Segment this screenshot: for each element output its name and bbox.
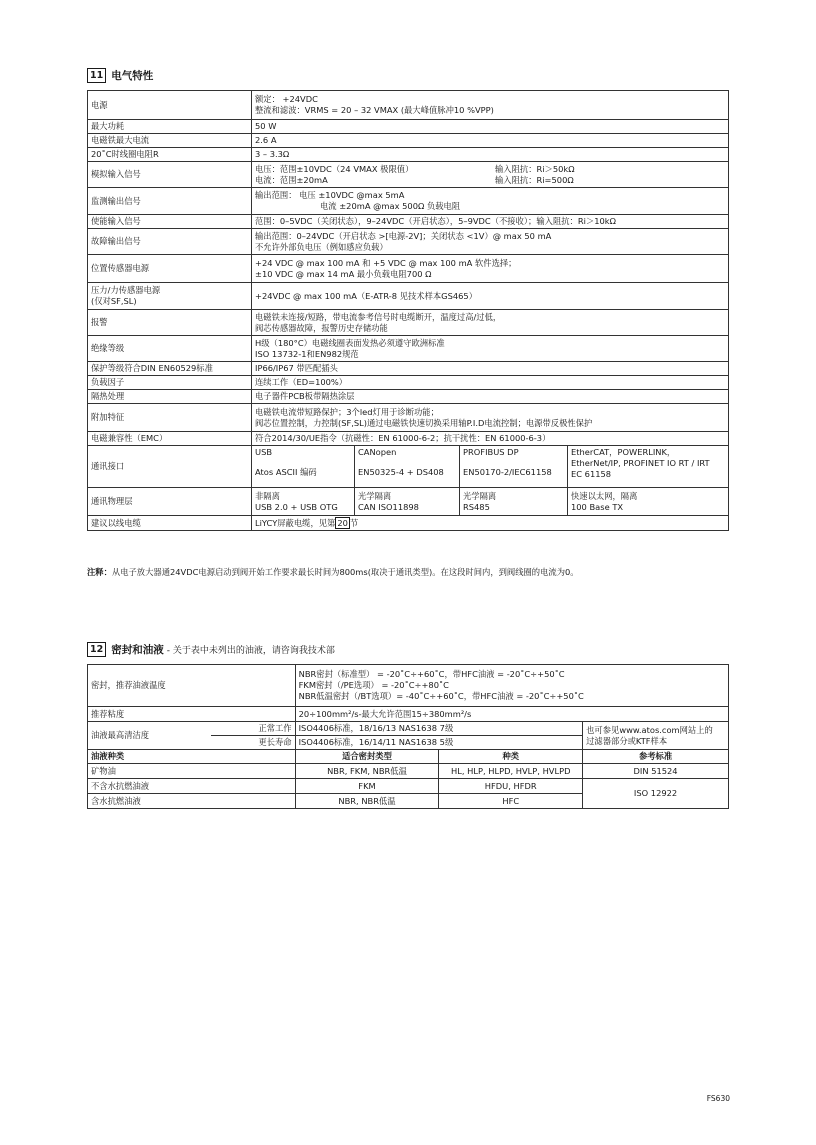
value-line: 光学隔离 bbox=[463, 490, 497, 501]
section-11-heading bbox=[87, 68, 153, 83]
phys-cell-rs485 bbox=[460, 488, 568, 516]
table-row bbox=[88, 188, 729, 215]
page-number: FS630 bbox=[706, 1094, 730, 1103]
value-line: 非隔离 bbox=[255, 490, 280, 501]
row-label: 推荐粘度 bbox=[88, 707, 296, 722]
value-line: NBR低温密封（/BT选项）= -40˚C÷+60˚C，带HFC油液 = -20˚C÷+50˚C bbox=[298, 691, 584, 701]
row-value: 20÷100mm²/s-最大允许范围15÷380mm²/s bbox=[295, 707, 728, 722]
value-line: 快速以太网，隔离 bbox=[571, 490, 638, 501]
value-line: EN50170-2/IEC61158 bbox=[463, 467, 552, 477]
table-row bbox=[88, 120, 729, 134]
value-line: PROFIBUS DP bbox=[463, 447, 519, 457]
fluid-type: 含水抗燃油液 bbox=[88, 794, 296, 809]
row-value bbox=[252, 404, 729, 432]
section-number: 12 bbox=[87, 642, 106, 657]
fluid-class: HFC bbox=[439, 794, 583, 809]
electrical-characteristics-table bbox=[87, 90, 729, 531]
fluid-class: HFDU, HFDR bbox=[439, 779, 583, 794]
row-value: 范围：0–5VDC（关闭状态），9–24VDC（开启状态），5–9VDC（不接收）；输入阻抗：Ri＞10kΩ bbox=[252, 215, 729, 229]
value-line: +24 VDC @ max 100 mA 和 +5 VDC @ max 100 mA 软件选择； bbox=[255, 257, 517, 268]
section-title: 密封和油液 bbox=[111, 644, 164, 656]
cable-suffix: 节 bbox=[349, 518, 359, 528]
value-line: H级（180°C）电磁线圈表面发热必须遵守欧洲标准 bbox=[255, 337, 445, 348]
value-line: EC 61158 bbox=[571, 469, 612, 479]
value-line: 电磁铁电流带短路保护；3个led灯用于诊断功能； bbox=[255, 406, 439, 417]
fluid-type: 矿物油 bbox=[88, 764, 296, 779]
section-reference-link[interactable]: 20 bbox=[337, 518, 348, 528]
row-label bbox=[88, 283, 252, 310]
comm-cell-profibus bbox=[460, 446, 568, 488]
row-value: 3 – 3.3Ω bbox=[252, 148, 729, 162]
row-value: ISO4406标准，16/14/11 NAS1638 5级 bbox=[295, 736, 583, 750]
table-row bbox=[88, 162, 729, 188]
table-row bbox=[88, 255, 729, 283]
table-row bbox=[88, 310, 729, 336]
table-row bbox=[88, 404, 729, 432]
row-label: 电源 bbox=[88, 91, 252, 120]
table-row bbox=[88, 134, 729, 148]
value-line: Atos ASCII 编码 bbox=[255, 467, 317, 477]
phys-cell-can bbox=[355, 488, 460, 516]
row-value: 50 W bbox=[252, 120, 729, 134]
value-line: 也可参见www.atos.com网站上的 bbox=[586, 724, 713, 735]
row-label: 最大功耗 bbox=[88, 120, 252, 134]
table-row bbox=[88, 390, 729, 404]
row-value: +24VDC @ max 100 mA（E-ATR-8 见技术样本GS465） bbox=[252, 283, 729, 310]
label-line: (仅对SF,SL) bbox=[91, 296, 137, 306]
value-line: 输入阻抗：Ri＞50kΩ bbox=[495, 163, 575, 174]
table-row bbox=[88, 722, 729, 736]
note-label: 注释： bbox=[87, 567, 112, 577]
table-row bbox=[88, 229, 729, 255]
table-row bbox=[88, 432, 729, 446]
value-line: 阀芯传感器故障，报警历史存储功能 bbox=[255, 322, 388, 333]
row-label: 建议以线电缆 bbox=[88, 516, 252, 531]
row-value bbox=[252, 255, 729, 283]
seals-fluids-table bbox=[87, 664, 729, 809]
column-header: 参考标准 bbox=[583, 750, 729, 764]
table-row bbox=[88, 283, 729, 310]
table-row bbox=[88, 779, 729, 794]
fluid-class: HL, HLP, HLPD, HVLP, HVLPD bbox=[439, 764, 583, 779]
row-label: 保护等级符合DIN EN60529标准 bbox=[88, 362, 252, 376]
row-label: 绝缘等级 bbox=[88, 336, 252, 362]
seal-type: NBR, FKM, NBR低温 bbox=[295, 764, 439, 779]
value-line: 过滤器部分或KTF样本 bbox=[586, 735, 668, 746]
reference-standard: DIN 51524 bbox=[583, 764, 729, 779]
row-value bbox=[252, 229, 729, 255]
section-title: 电气特性 bbox=[111, 70, 154, 82]
row-label: 附加特征 bbox=[88, 404, 252, 432]
value-line: EN50325-4 + DS408 bbox=[358, 467, 444, 477]
comm-cell-ethernet bbox=[568, 446, 729, 488]
column-header: 油液种类 bbox=[88, 750, 296, 764]
row-value: 2.6 A bbox=[252, 134, 729, 148]
value-line: NBR密封（标准型） = -20˚C÷+60˚C，带HFC油液 = -20˚C÷+50˚C bbox=[298, 669, 565, 679]
row-label: 电磁兼容性（EMC） bbox=[88, 432, 252, 446]
row-value: 连续工作（ED=100%） bbox=[252, 376, 729, 390]
value-line: 电压：范围±10VDC（24 VMAX 极限值） bbox=[255, 163, 414, 174]
comm-cell-usb bbox=[252, 446, 355, 488]
row-label: 报警 bbox=[88, 310, 252, 336]
value-line: USB 2.0 + USB OTG bbox=[255, 501, 338, 512]
row-label: 电磁铁最大电流 bbox=[88, 134, 252, 148]
table-row bbox=[88, 707, 729, 722]
table-row bbox=[88, 764, 729, 779]
value-line: 输出范围： 电压 ±10VDC @max 5mA bbox=[255, 190, 405, 200]
row-value bbox=[252, 91, 729, 120]
value-line: ±10 VDC @ max 14 mA 最小负载电阻700 Ω bbox=[255, 268, 432, 279]
row-label: 密封，推荐油液温度 bbox=[88, 665, 296, 707]
row-value: 符合2014/30/UE指令（抗磁性：EN 61000-6-2；抗干扰性：EN 61000-6-3） bbox=[252, 432, 729, 446]
table-row bbox=[88, 336, 729, 362]
value-line: 光学隔离 bbox=[358, 490, 392, 501]
section-12-heading bbox=[87, 642, 335, 657]
row-label: 故障输出信号 bbox=[88, 229, 252, 255]
value-line: USB bbox=[255, 447, 273, 457]
value-line: CANopen bbox=[358, 447, 397, 457]
table-row bbox=[88, 148, 729, 162]
seal-type: FKM bbox=[295, 779, 439, 794]
row-value bbox=[252, 336, 729, 362]
value-line: 输入阻抗：Ri=500Ω bbox=[495, 174, 574, 185]
row-value bbox=[252, 162, 729, 188]
row-label: 20˚C时线圈电阻R bbox=[88, 148, 252, 162]
table-row bbox=[88, 516, 729, 531]
column-header: 种类 bbox=[439, 750, 583, 764]
cable-text: LiYCY屏蔽电缆，见第 bbox=[255, 518, 336, 528]
row-label: 通讯接口 bbox=[88, 446, 252, 488]
row-value: ISO4406标准，18/16/13 NAS1638 7级 bbox=[295, 722, 583, 736]
table-row bbox=[88, 376, 729, 390]
row-value bbox=[252, 188, 729, 215]
row-label: 使能输入信号 bbox=[88, 215, 252, 229]
sub-label: 更长寿命 bbox=[211, 736, 295, 750]
phys-cell-ethernet bbox=[568, 488, 729, 516]
table-row bbox=[88, 215, 729, 229]
value-line: 电磁铁未连接/短路，带电流参考信号时电缆断开，温度过高/过低， bbox=[255, 311, 502, 322]
label-line: 压力/力传感器电源 bbox=[91, 285, 161, 295]
value-line: 不允许外部负电压（例如感应负载） bbox=[255, 241, 388, 252]
value-line: CAN ISO11898 bbox=[358, 501, 419, 512]
row-label: 隔热处理 bbox=[88, 390, 252, 404]
reference-standard: ISO 12922 bbox=[583, 779, 729, 809]
phys-cell-usb bbox=[252, 488, 355, 516]
row-label: 油液最高清洁度 bbox=[88, 722, 212, 750]
cleanliness-reference bbox=[583, 722, 729, 750]
row-label: 通讯物理层 bbox=[88, 488, 252, 516]
sub-label: 正常工作 bbox=[211, 722, 295, 736]
fluid-type: 不含水抗燃油液 bbox=[88, 779, 296, 794]
table-row bbox=[88, 446, 729, 488]
row-value bbox=[252, 516, 729, 531]
table-header-row bbox=[88, 750, 729, 764]
row-label: 监测输出信号 bbox=[88, 188, 252, 215]
value-line: FKM密封（/PE选项） = -20˚C÷+80˚C bbox=[298, 680, 449, 690]
note bbox=[87, 566, 747, 578]
value-line: 输出范围：0–24VDC（开启状态 >[电源-2V]；关闭状态 <1V）@ max 50 mA bbox=[255, 230, 552, 241]
table-row bbox=[88, 665, 729, 707]
section-number: 11 bbox=[87, 68, 106, 83]
value-line: RS485 bbox=[463, 501, 490, 512]
value-line: EtherNet/IP, PROFINET IO RT / IRT bbox=[571, 458, 710, 468]
section-subtitle: - 关于表中未列出的油液，请咨询我技术部 bbox=[166, 646, 335, 656]
comm-cell-canopen bbox=[355, 446, 460, 488]
note-text: 从电子放大器通24VDC电源启动到阀开始工作要求最长时间为800ms(取决于通讯类型)。在这段时间内，到阀线圈的电流为0。 bbox=[111, 567, 579, 577]
value-line: 整流和滤波：VRMS = 20 – 32 VMAX (最大峰值脉冲10 %VPP) bbox=[255, 105, 494, 115]
row-value: IP66/IP67 带匹配插头 bbox=[252, 362, 729, 376]
column-header: 适合密封类型 bbox=[295, 750, 439, 764]
value-line: 额定： +24VDC bbox=[255, 94, 318, 104]
row-label: 模拟输入信号 bbox=[88, 162, 252, 188]
value-line: 100 Base TX bbox=[571, 501, 624, 512]
seal-type: NBR, NBR低温 bbox=[295, 794, 439, 809]
row-value bbox=[295, 665, 728, 707]
row-label: 位置传感器电源 bbox=[88, 255, 252, 283]
value-line: EtherCAT，POWERLINK， bbox=[571, 447, 676, 457]
value-line: 电流：范围±20mA bbox=[255, 174, 328, 185]
value-line: 阀芯位置控制，力控制(SF,SL)通过电磁铁快速切换采用轴P.I.D电流控制；电源带反极性保护 bbox=[255, 417, 593, 428]
value-line: ISO 13732-1和EN982规范 bbox=[255, 348, 359, 359]
row-value: 电子器件PCB板带隔热涂层 bbox=[252, 390, 729, 404]
table-row bbox=[88, 488, 729, 516]
row-label: 负载因子 bbox=[88, 376, 252, 390]
table-row bbox=[88, 362, 729, 376]
table-row bbox=[88, 91, 729, 120]
value-line: 电流 ±20mA @max 500Ω 负载电阻 bbox=[320, 201, 461, 211]
row-value bbox=[252, 310, 729, 336]
